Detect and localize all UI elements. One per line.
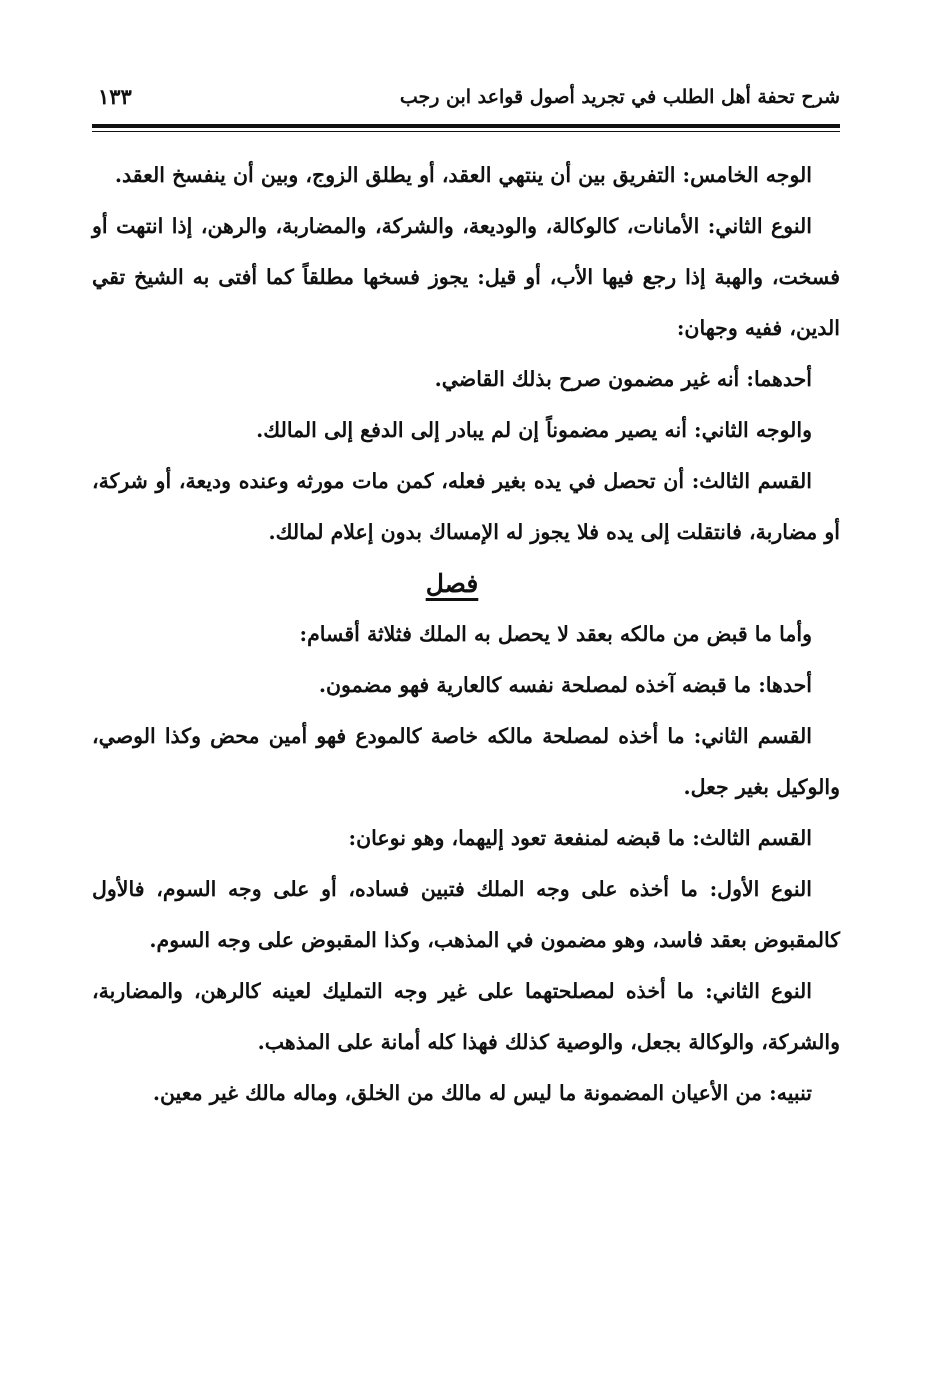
paragraph: القسم الثالث: أن تحصل في يده بغير فعله، كمن مات مورثه وعنده وديعة، أو شركة، أو مضاربة، فانتقلت إلى يده فلا يجوز له الإمساك بدون إعلام لمالك.: [92, 469, 840, 544]
section-heading: [92, 558, 840, 609]
running-header: [92, 82, 840, 122]
paragraph: الوجه الخامس: التفريق بين أن ينتهي العقد، أو يطلق الزوج، وبين أن ينفسخ العقد.: [114, 163, 812, 187]
section-heading-text: فصل: [425, 569, 479, 598]
header-rule-thick: [92, 124, 840, 128]
paragraph: النوع الثاني: ما أخذه لمصلحتهما على غير وجه التمليك لعينه كالرهن، والمضاربة، والشركة، والوكالة بجعل، والوصية كذلك فهذا كله أمانة على المذهب.: [92, 979, 840, 1054]
paragraph: النوع الثاني: الأمانات، كالوكالة، والوديعة، والشركة، والمضاربة، والرهن، إذا انتهت أو فسخت، والهبة إذا رجع فيها الأب، أو قيل: يجوز فسخها مطلقاً كما أفتى به الشيخ تقي الدين، ففيه وجهان:: [92, 214, 840, 340]
page-number: ١٣٣: [98, 84, 132, 109]
header-rule-thin: [92, 131, 840, 132]
page-body: [92, 150, 840, 1119]
paragraph: القسم الثالث: ما قبضه لمنفعة تعود إليهما، وهو نوعان:: [348, 826, 812, 850]
paragraph: القسم الثاني: ما أخذه لمصلحة مالكه خاصة كالمودع فهو أمين محض وكذا الوصي، والوكيل بغير جعل.: [92, 724, 840, 799]
note-paragraph: تنبيه: من الأعيان المضمونة ما ليس له مالك من الخلق، وماله مالك غير معين.: [152, 1081, 812, 1105]
running-header-title: شرح تحفة أهل الطلب في تجريد أصول قواعد ابن رجب: [399, 86, 840, 108]
paragraph: أحدها: ما قبضه آخذه لمصلحة نفسه كالعارية فهو مضمون.: [318, 673, 812, 697]
paragraph: وأما ما قبض من مالكه بعقد لا يحصل به الملك فثلاثة أقسام:: [299, 622, 812, 646]
paragraph: النوع الأول: ما أخذه على وجه الملك فتبين فساده، أو على وجه السوم، فالأول كالمقبوض بعقد فاسد، وهو مضمون في المذهب، وكذا المقبوض على وجه السوم.: [92, 877, 840, 952]
paragraph: والوجه الثاني: أنه يصير مضموناً إن لم يبادر إلى الدفع إلى المالك.: [256, 418, 812, 442]
paragraph: أحدهما: أنه غير مضمون صرح بذلك القاضي.: [434, 367, 812, 391]
